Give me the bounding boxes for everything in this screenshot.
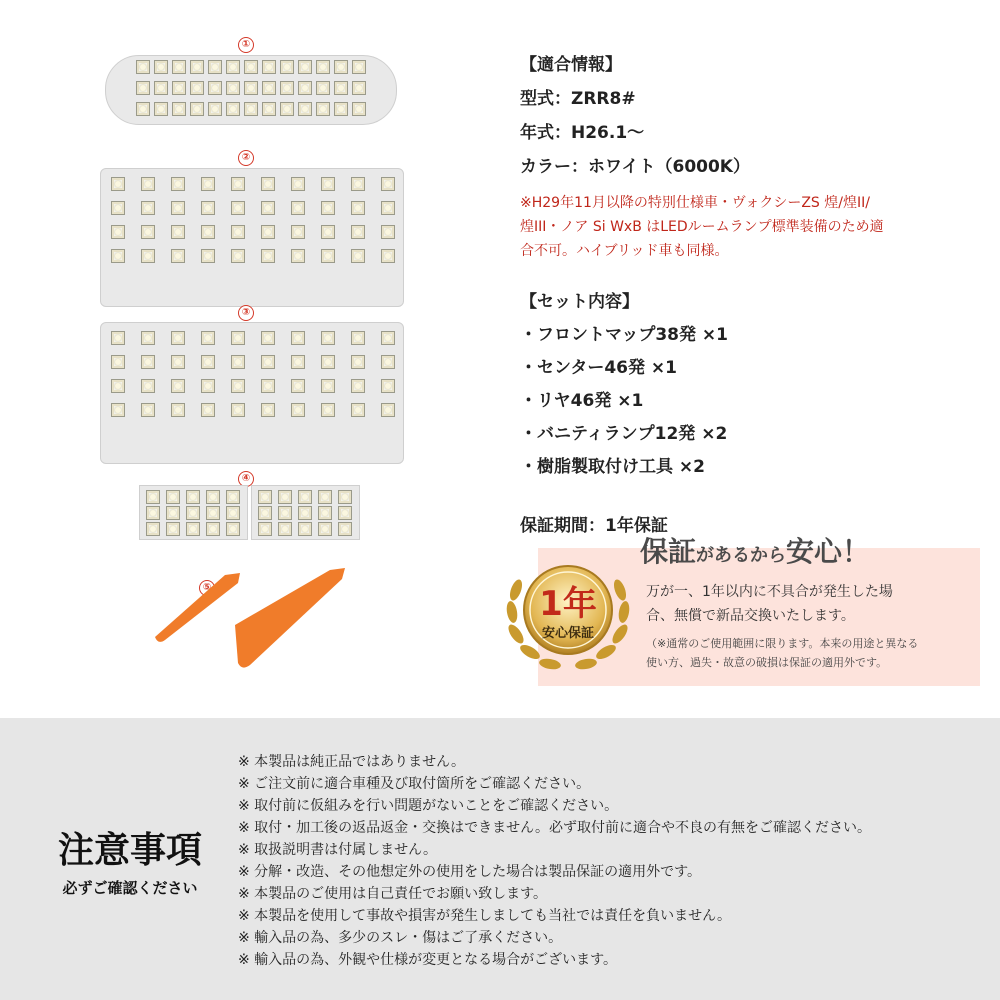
led-chip xyxy=(111,331,125,345)
led-chip xyxy=(226,522,240,536)
led-chip xyxy=(172,81,186,95)
model-text: 型式：ZRR8# xyxy=(520,89,636,109)
led-chip xyxy=(291,355,305,369)
led-chip xyxy=(111,177,125,191)
led-chip xyxy=(166,506,180,520)
led-chip xyxy=(381,249,395,263)
led-chip xyxy=(172,60,186,74)
notice-item: ※ 本製品を使用して事故や損害が発生しましても当社では責任を負いません。 xyxy=(238,908,732,924)
led-chip xyxy=(171,355,185,369)
set-item: ・バニティランプ12発 ×2 xyxy=(520,424,728,444)
led-chip xyxy=(280,60,294,74)
led-chip xyxy=(136,60,150,74)
led-chip xyxy=(201,249,215,263)
led-chip xyxy=(111,403,125,417)
led-chip xyxy=(226,60,240,74)
led-chip xyxy=(201,201,215,215)
led-chip xyxy=(351,177,365,191)
led-chip xyxy=(190,60,204,74)
led-chip xyxy=(141,201,155,215)
led-chip xyxy=(244,60,258,74)
led-chip xyxy=(166,490,180,504)
led-chip xyxy=(231,201,245,215)
led-chip xyxy=(190,102,204,116)
warranty-period: 保証期間：1年保証 xyxy=(520,516,668,536)
led-chip xyxy=(231,249,245,263)
led-chip xyxy=(136,102,150,116)
notice-title: 注意事項 xyxy=(57,830,202,871)
led-chip xyxy=(226,506,240,520)
led-chip xyxy=(381,201,395,215)
notice-item: ※ 輸入品の為、多少のスレ・傷はご了承ください。 xyxy=(238,930,563,946)
guarantee-fine-line: （※通常のご使用範囲に限ります。本来の用途と異なる xyxy=(646,637,919,650)
led-chip xyxy=(262,60,276,74)
led-chip xyxy=(351,225,365,239)
led-chip xyxy=(291,249,305,263)
led-chip xyxy=(186,490,200,504)
led-chip xyxy=(351,379,365,393)
led-chip xyxy=(261,403,275,417)
led-chip xyxy=(231,379,245,393)
led-chip xyxy=(316,81,330,95)
led-chip xyxy=(206,522,220,536)
led-chip xyxy=(208,102,222,116)
headline-small-1: があるから xyxy=(696,545,787,566)
product-label-3: ③ xyxy=(238,305,254,321)
led-chip xyxy=(318,490,332,504)
led-chip xyxy=(261,177,275,191)
led-chip xyxy=(111,249,125,263)
product-label-4: ④ xyxy=(238,471,254,487)
led-chip xyxy=(141,331,155,345)
led-chip xyxy=(201,355,215,369)
year-text: 年式：H26.1～ xyxy=(520,123,645,143)
notice-item: ※ 分解・改造、その他想定外の使用をした場合は製品保証の適用外です。 xyxy=(238,864,702,880)
led-chip xyxy=(338,490,352,504)
guarantee-headline xyxy=(640,530,870,570)
guarantee-fine-print xyxy=(646,634,918,672)
led-chip xyxy=(321,225,335,239)
notice-item: ※ 取付前に仮組みを行い問題がないことをご確認ください。 xyxy=(238,798,619,814)
led-chip xyxy=(244,81,258,95)
product-images xyxy=(95,35,515,675)
led-chip xyxy=(226,490,240,504)
led-chip xyxy=(381,177,395,191)
led-chip xyxy=(291,201,305,215)
led-chip xyxy=(141,225,155,239)
led-chip xyxy=(298,81,312,95)
set-item: ・フロントマップ38発 ×1 xyxy=(520,325,728,345)
compatibility-info xyxy=(520,50,990,536)
led-chip xyxy=(351,249,365,263)
led-chip xyxy=(186,522,200,536)
led-chip xyxy=(298,522,312,536)
led-chip xyxy=(334,81,348,95)
led-chip xyxy=(171,403,185,417)
led-chip xyxy=(258,522,272,536)
led-chip xyxy=(190,81,204,95)
led-chip xyxy=(206,506,220,520)
led-chip xyxy=(136,81,150,95)
led-chip xyxy=(141,355,155,369)
guarantee-body-line: 合、無償で新品交換いたします。 xyxy=(646,608,855,624)
led-chip xyxy=(201,379,215,393)
led-chip xyxy=(171,225,185,239)
led-chip xyxy=(111,379,125,393)
led-chip xyxy=(280,102,294,116)
guarantee-body xyxy=(646,580,893,628)
led-chip xyxy=(352,102,366,116)
compat-note xyxy=(520,191,990,263)
led-chip xyxy=(171,201,185,215)
notice-list xyxy=(238,751,978,971)
led-chip xyxy=(291,177,305,191)
led-chip xyxy=(226,102,240,116)
guarantee-fine-line: 使い方、過失・故意の破損は保証の適用外です。 xyxy=(646,656,888,669)
led-chip xyxy=(318,522,332,536)
led-chip xyxy=(244,102,258,116)
set-title: 【セット内容】 xyxy=(520,292,639,312)
led-chip xyxy=(231,355,245,369)
headline-big-2: 安心！ xyxy=(786,535,871,568)
notice-item: ※ ご注文前に適合車種及び取付箇所をご確認ください。 xyxy=(238,776,591,792)
led-chip xyxy=(278,506,292,520)
notice-item: ※ 本製品は純正品ではありません。 xyxy=(238,754,466,770)
led-chip xyxy=(352,81,366,95)
led-chip xyxy=(171,177,185,191)
led-chip xyxy=(141,379,155,393)
led-chip xyxy=(166,522,180,536)
led-chip xyxy=(381,331,395,345)
led-chip xyxy=(316,60,330,74)
center-panel xyxy=(100,168,404,307)
guarantee-seal-icon xyxy=(498,552,638,677)
led-chip xyxy=(351,201,365,215)
led-chip xyxy=(146,490,160,504)
led-chip xyxy=(231,331,245,345)
product-label-1: ① xyxy=(238,37,254,53)
led-chip xyxy=(208,60,222,74)
led-chip xyxy=(261,201,275,215)
led-chip xyxy=(334,60,348,74)
led-chip xyxy=(261,355,275,369)
led-chip xyxy=(381,379,395,393)
led-chip xyxy=(171,379,185,393)
led-chip xyxy=(258,490,272,504)
led-chip xyxy=(381,403,395,417)
led-chip xyxy=(298,506,312,520)
led-chip xyxy=(298,102,312,116)
led-chip xyxy=(278,490,292,504)
compat-note-line: 煌III・ノア Si WxB はLEDルームランプ標準装備のため適 xyxy=(520,219,884,235)
led-chip xyxy=(338,522,352,536)
notice-item: ※ 輸入品の為、外観や仕様が変更となる場合がございます。 xyxy=(238,952,618,968)
led-chip xyxy=(351,355,365,369)
guarantee-body-line: 万が一、1年以内に不具合が発生した場 xyxy=(646,584,893,600)
set-list xyxy=(520,320,990,477)
led-chip xyxy=(291,403,305,417)
led-chip xyxy=(334,102,348,116)
led-chip xyxy=(321,331,335,345)
led-chip xyxy=(280,81,294,95)
led-chip xyxy=(186,506,200,520)
led-chip xyxy=(262,81,276,95)
led-chip xyxy=(321,355,335,369)
led-chip xyxy=(291,379,305,393)
led-chip xyxy=(321,403,335,417)
led-chip xyxy=(318,506,332,520)
led-chip xyxy=(201,403,215,417)
led-chip xyxy=(261,225,275,239)
notice-item: ※ 本製品のご使用は自己責任でお願い致します。 xyxy=(238,886,548,902)
led-chip xyxy=(201,225,215,239)
led-chip xyxy=(111,225,125,239)
led-chip xyxy=(381,225,395,239)
led-chip xyxy=(154,102,168,116)
vanity-panel-right xyxy=(251,485,360,540)
led-chip xyxy=(291,225,305,239)
compat-title: 【適合情報】 xyxy=(520,55,622,75)
led-chip xyxy=(261,331,275,345)
seal-big-text: 1年 xyxy=(539,584,597,624)
led-chip xyxy=(172,102,186,116)
led-chip xyxy=(298,60,312,74)
notice-heading xyxy=(30,822,230,898)
led-chip xyxy=(154,60,168,74)
led-chip xyxy=(351,331,365,345)
led-chip xyxy=(141,403,155,417)
led-chip xyxy=(231,177,245,191)
led-chip xyxy=(201,177,215,191)
led-chip xyxy=(291,331,305,345)
led-chip xyxy=(261,249,275,263)
product-label-2: ② xyxy=(238,150,254,166)
led-chip xyxy=(141,249,155,263)
front-map-panel xyxy=(105,55,397,125)
color-text: カラー：ホワイト（6000K） xyxy=(520,157,750,177)
seal-small-text: 安心保証 xyxy=(541,626,594,641)
led-chip xyxy=(111,201,125,215)
vanity-panel-left xyxy=(139,485,248,540)
set-item: ・リヤ46発 ×1 xyxy=(520,391,644,411)
set-item: ・センター46発 ×1 xyxy=(520,358,677,378)
led-chip xyxy=(321,379,335,393)
resin-tool-icon xyxy=(150,565,350,675)
led-chip xyxy=(154,81,168,95)
led-chip xyxy=(141,177,155,191)
product-label-5: ⑤ xyxy=(199,580,215,596)
rear-panel xyxy=(100,322,404,464)
led-chip xyxy=(171,331,185,345)
led-chip xyxy=(258,506,272,520)
led-chip xyxy=(146,506,160,520)
led-chip xyxy=(208,81,222,95)
led-chip xyxy=(226,81,240,95)
notice-item: ※ 取付・加工後の返品返金・交換はできません。必ず取付前に適合や不良の有無をご確認ください。 xyxy=(238,820,872,836)
led-chip xyxy=(261,379,275,393)
headline-big-1: 保証 xyxy=(640,535,697,568)
led-chip xyxy=(171,249,185,263)
led-chip xyxy=(351,403,365,417)
led-chip xyxy=(321,249,335,263)
led-chip xyxy=(338,506,352,520)
led-chip xyxy=(206,490,220,504)
notice-subtitle: 必ずご確認ください xyxy=(62,879,198,897)
led-chip xyxy=(111,355,125,369)
led-chip xyxy=(298,490,312,504)
led-chip xyxy=(146,522,160,536)
compat-note-line: ※H29年11月以降の特別仕様車・ヴォクシーZS 煌/煌II/ xyxy=(520,195,870,211)
led-chip xyxy=(262,102,276,116)
led-chip xyxy=(381,355,395,369)
led-chip xyxy=(278,522,292,536)
led-chip xyxy=(352,60,366,74)
led-chip xyxy=(321,177,335,191)
compat-note-line: 合不可。ハイブリッド車も同様。 xyxy=(520,243,729,259)
led-chip xyxy=(231,225,245,239)
led-chip xyxy=(321,201,335,215)
led-chip xyxy=(231,403,245,417)
notice-item: ※ 取扱説明書は付属しません。 xyxy=(238,842,438,858)
led-chip xyxy=(201,331,215,345)
led-chip xyxy=(316,102,330,116)
set-item: ・樹脂製取付け工具 ×2 xyxy=(520,457,705,477)
